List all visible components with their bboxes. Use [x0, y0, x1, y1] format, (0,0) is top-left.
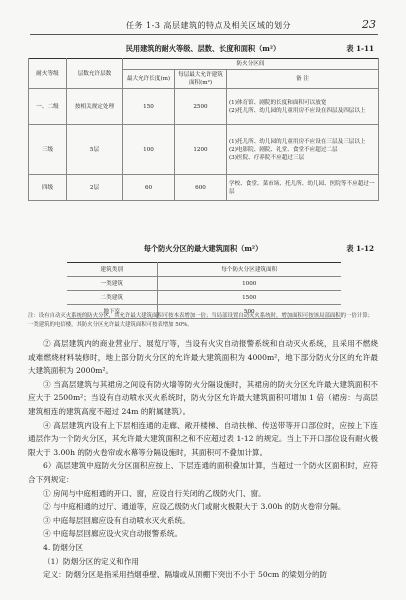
header-zone: 防火分区间 [123, 59, 379, 70]
paragraph: ② 与中庭相通的过厅、通道等，应设乙级防火门或耐火极限大于 3.00h 的防火卷帘分隔。 [43, 502, 346, 512]
table2-number: 表 1-12 [346, 244, 374, 253]
table-row [67, 277, 341, 291]
page-number: 23 [362, 18, 376, 31]
header-title: 任务 1-3 高层建筑的特点及相关区域的划分 [126, 21, 291, 30]
cell-floors: 按相关规定处理 [67, 89, 123, 125]
fire-zone-area-table [67, 262, 341, 319]
table-row [29, 175, 379, 201]
header-building-type: 建筑类别 [67, 263, 157, 277]
section-heading: 4. 防烟分区 [43, 542, 84, 552]
cell-type: 一类建筑 [67, 277, 157, 291]
cell-length: 150 [123, 89, 175, 125]
table-row [29, 89, 379, 125]
table2-caption: 每个防火分区的最大建筑面积（m²） [143, 244, 263, 253]
cell-type: 二类建筑 [67, 291, 157, 305]
table1-caption: 民用建筑的耐火等级、层数、长度和面积（m²） [125, 44, 281, 53]
header-zone-area: 每个防火分区建筑面积 [157, 263, 341, 277]
table-row [67, 291, 341, 305]
cell-type: 地下室 [67, 305, 157, 319]
paragraph: ③ 当高层建筑与其裙房之间设有防火墙等防火分隔设施时，其裙房的防火分区允许最大建筑面积不应大于 2500m²；当设有自动喷水灭火系统时，防火分区允许最大建筑面积可增加 1 倍（裙房：与高层建筑相连的建筑高度不超过 24m 的附属建筑）。 [28, 379, 378, 416]
cell-floors: 5层 [67, 125, 123, 175]
paragraph: ① 房间与中庭相通的开口、窗，应设自行关闭的乙级防火门、窗。 [43, 488, 266, 498]
header-floors: 层数允许层数 [67, 59, 123, 89]
header-max-area: 每层最大允许建筑面积(m²) [175, 70, 227, 89]
body-text [28, 337, 378, 582]
paragraph: ④ 中庭每层回廊应设火灾自动报警系统。 [43, 529, 183, 539]
table1-number: 表 1-11 [346, 44, 374, 53]
running-header [0, 8, 406, 30]
header-max-length: 最大允许长度(m) [123, 70, 175, 89]
paragraph: 定义：防烟分区是指采用挡烟垂壁、隔墙或从顶棚下突出不小于 50cm 的梁划分的防 [43, 570, 328, 580]
cell-area: 600 [175, 175, 227, 201]
fire-rating-table [28, 58, 379, 201]
table-row [29, 125, 379, 175]
cell-grade: 四级 [29, 175, 67, 201]
note-line: (2)托儿所、幼儿园的儿童用房不应设在四层及四层以上 [229, 107, 366, 114]
paragraph: ② 高层建筑内的商业营业厅、展览厅等，当设有火灾自动报警系统和自动灭火系统，且采用不燃烧或难燃烧材料装修时，地上部分防火分区的允许最大建筑面积为 4000m²，地下部分防火分区的允许最大建筑面积为 2000m²。 [28, 339, 378, 376]
table-footnote: 注：设有自动灭火系统的防火分区，其允许最大建筑面积可按本表增加一倍；当局部设置自动灭火系统时，增加面积可按该局部面积的一倍计算；一类建筑的电信楼，其防火分区允许最大建筑面积可按表增加 50%。 [28, 313, 374, 328]
paragraph: 6）高层建筑中庭防火分区面积应按上、下层连通的面积叠加计算，当超过一个防火区面积时，应符合下列规定： [28, 461, 378, 484]
header-grade: 耐火等级 [29, 59, 67, 89]
cell-area: 1500 [157, 291, 341, 305]
cell-floors: 2层 [67, 175, 123, 201]
note-line: (1)体育馆、剧院的长度和面积可以放宽 [229, 99, 327, 106]
cell-length: 60 [123, 175, 175, 201]
cell-notes [227, 125, 379, 175]
cell-grade: 一、二级 [29, 89, 67, 125]
note-line: (3)医院、疗养院不应超过三层 [229, 154, 305, 161]
paragraph: ④ 高层建筑内设有上下层相连通的走廊、敞开楼梯、自动扶梯、传送带等开口部位时，应按上下连通层作为一个防火分区，其允许最大建筑面积之和不应超过表 1-12 的规定。当上下开口部位设有耐火极限大于 3.00h 的防火卷帘或水幕等分隔设施时，其面积可不叠加计算。 [28, 420, 378, 457]
cell-area: 1200 [175, 125, 227, 175]
note-line: (1)托儿所、幼儿园的儿童用房不应设在三层及三层以上 [229, 138, 366, 145]
cell-notes [227, 175, 379, 201]
note-line: (2)电影院、剧院、礼堂、食堂不应超过二层 [229, 146, 338, 153]
header-rule [30, 34, 378, 35]
cell-grade: 三级 [29, 125, 67, 175]
subsection-heading: （1）防烟分区的定义和作用 [43, 556, 139, 566]
note-line: 学校、食堂、菜市场、托儿所、幼儿园、医院等不应超过一层 [229, 180, 375, 195]
cell-area: 500 [157, 305, 341, 319]
cell-area: 1000 [157, 277, 341, 291]
header-notes: 备 注 [227, 70, 379, 89]
cell-notes [227, 89, 379, 125]
cell-length: 100 [123, 125, 175, 175]
cell-area: 2500 [175, 89, 227, 125]
paragraph: ③ 中庭每层回廊应设有自动喷水灭火系统。 [43, 515, 190, 525]
